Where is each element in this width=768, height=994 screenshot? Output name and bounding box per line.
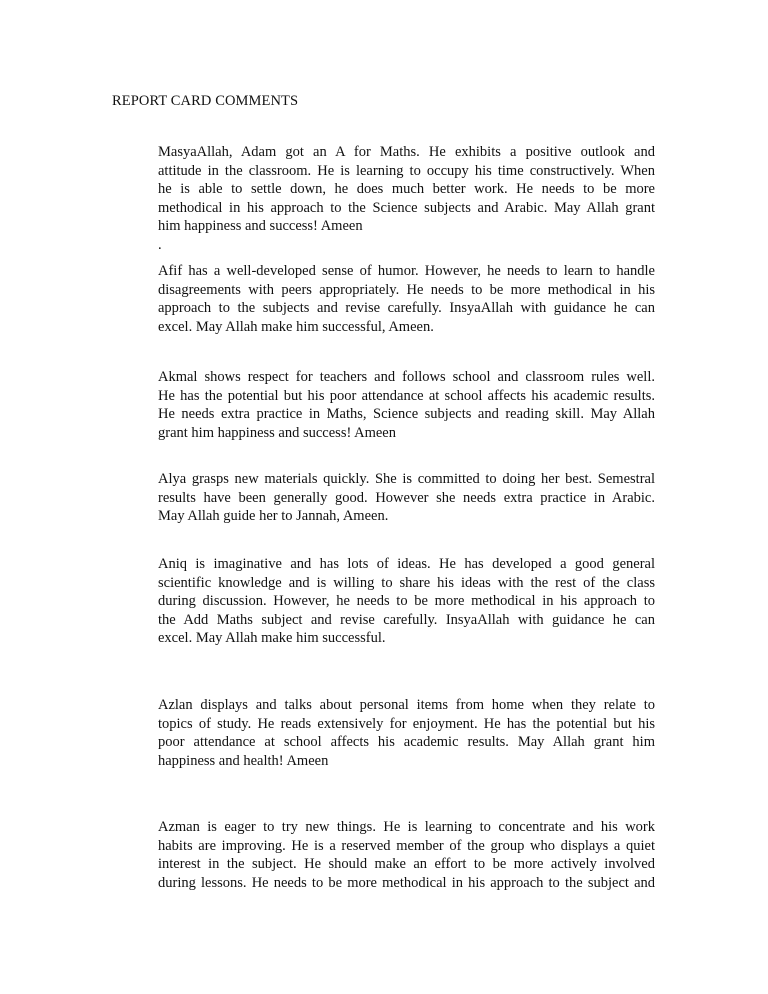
comment-line: excel. May Allah make him successful, Ameen. bbox=[158, 318, 434, 335]
comment-line: May Allah guide her to Jannah, Ameen. bbox=[158, 508, 389, 525]
comment-line: disagreements with peers appropriately. He needs to be more methodical in his bbox=[158, 281, 655, 298]
comment-line: the Add Maths subject and revise carefully. InsyaAllah with guidance he can bbox=[158, 611, 655, 628]
comment-akmal bbox=[158, 368, 655, 442]
comment-line: habits are improving. He is a reserved member of the group who displays a quiet bbox=[158, 837, 655, 854]
comment-alya bbox=[158, 470, 655, 526]
comment-line: . bbox=[158, 236, 162, 253]
comment-line: MasyaAllah, Adam got an A for Maths. He exhibits a positive outlook and bbox=[158, 144, 655, 160]
comment-aniq bbox=[158, 555, 655, 648]
comment-line: Akmal shows respect for teachers and follows school and classroom rules well. bbox=[158, 369, 655, 385]
comment-line: He has the potential but his poor attendance at school affects his academic results. bbox=[158, 387, 655, 404]
comment-line: results have been generally good. However she needs extra practice in Arabic. bbox=[158, 489, 655, 506]
comment-azlan bbox=[158, 696, 655, 770]
comment-line: attitude in the classroom. He is learning to occupy his time constructively. When bbox=[158, 162, 655, 179]
comment-line: topics of study. He reads extensively for enjoyment. He has the potential but his bbox=[158, 715, 655, 732]
comment-line: interest in the subject. He should make an effort to be more actively involved bbox=[158, 856, 655, 873]
comment-line: He needs extra practice in Maths, Science subjects and reading skill. May Allah bbox=[158, 406, 655, 423]
comment-line: Afif has a well-developed sense of humor. However, he needs to learn to handle bbox=[158, 263, 655, 279]
comment-line: methodical in his approach to the Science subjects and Arabic. May Allah grant bbox=[158, 199, 655, 216]
comment-line: approach to the subjects and revise carefully. InsyaAllah with guidance he can bbox=[158, 300, 655, 317]
comment-adam bbox=[158, 143, 655, 255]
comment-azman bbox=[158, 818, 655, 892]
comment-afif bbox=[158, 262, 655, 336]
comment-line: happiness and health! Ameen bbox=[158, 752, 329, 769]
comment-line: Aniq is imaginative and has lots of ideas. He has developed a good general bbox=[158, 556, 655, 572]
comment-line: Alya grasps new materials quickly. She is committed to doing her best. Semestral bbox=[158, 471, 655, 487]
comment-line: during lessons. He needs to be more methodical in his approach to the subject and bbox=[158, 874, 655, 891]
page-title: REPORT CARD COMMENTS bbox=[112, 93, 299, 109]
comment-line: grant him happiness and success! Ameen bbox=[158, 424, 396, 441]
comment-line: Azman is eager to try new things. He is learning to concentrate and his work bbox=[158, 819, 655, 835]
comment-line: scientific knowledge and is willing to share his ideas with the rest of the class bbox=[158, 574, 655, 591]
comment-line: he is able to settle down, he does much better work. He needs to be more bbox=[158, 181, 655, 198]
comment-line: poor attendance at school affects his academic results. May Allah grant him bbox=[158, 734, 655, 751]
comment-line: excel. May Allah make him successful. bbox=[158, 630, 386, 647]
comment-line: Azlan displays and talks about personal items from home when they relate to bbox=[158, 697, 655, 713]
comment-line: during discussion. However, he needs to be more methodical in his approach to bbox=[158, 593, 655, 610]
comment-line: him happiness and success! Ameen bbox=[158, 218, 363, 235]
